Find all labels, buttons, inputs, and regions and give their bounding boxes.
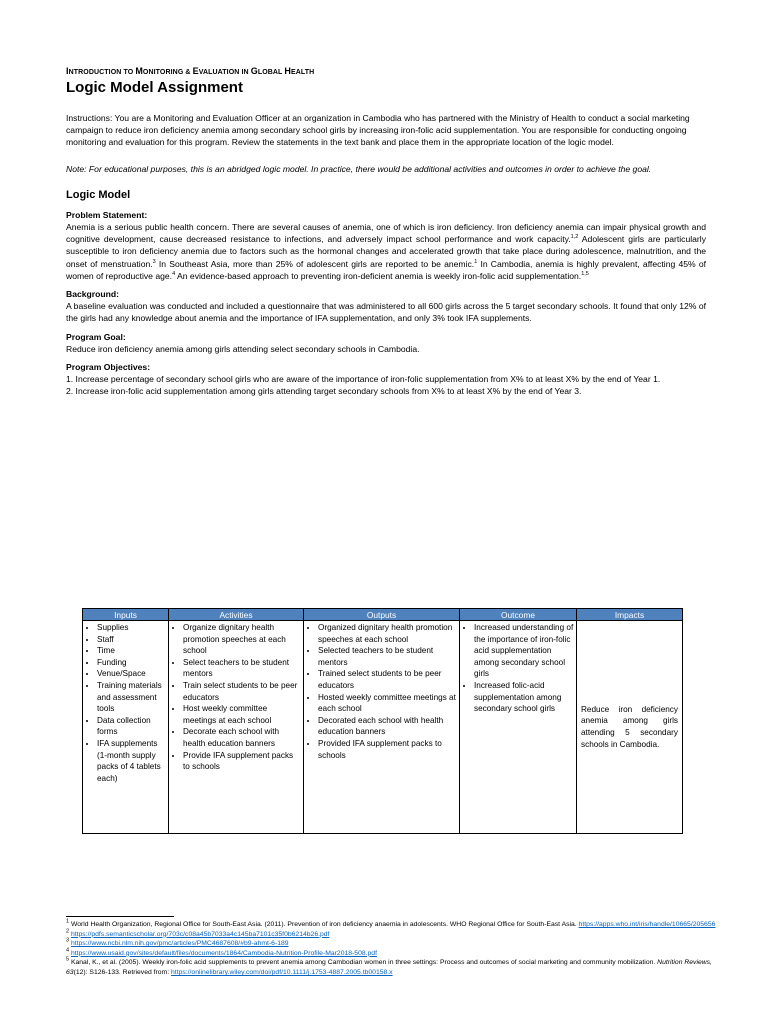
list-item: • Hosted weekly committee meetings at each school (318, 692, 457, 715)
assignment-title: Logic Model Assignment (66, 79, 243, 96)
inputs-cell (83, 621, 169, 834)
instructions: Instructions: You are a Monitoring and Evaluation Officer at an organization in Cambodia who has partnered with the Ministry of Health to conduct a social marketing campaign to reduce iron deficiency anemia among secondary school girls by increasing iron-folic acid supplementation. You are responsible for conducting ongoing monitoring and evaluation for this program. Review the statements in the text bank and place them in the appropriate location of the logic model. (66, 113, 690, 148)
activities-cell (169, 621, 304, 834)
list-item: • Decorated each school with health education banners (318, 715, 457, 738)
impacts-cell: Reduce iron deficiency anemia among girls attending 5 secondary schools in Cambodia. (577, 621, 683, 834)
problem-label: Problem Statement: (66, 209, 148, 220)
list-item: • Training materials and assessment tools (97, 680, 166, 715)
list-item: • Organize dignitary health promotion speeches at each school (183, 622, 301, 657)
footnote-5: $^5$ Kanal, K., et al. (2005). Weekly iron-folic acid supplements to prevent anemia among Cambodian women in three settings: Process and outcomes of social marketing and community mobilization. Nutrition Reviews, 63(12): S126-133. Retrieved from: https://onlinelibrary.wiley.com/doi/pdf/10.1111/j.1753-4887.2005.tb00158.x (66, 957, 712, 976)
footnote-link[interactable]: https://onlinelibrary.wiley.com/doi/pdf/10.1111/j.1753-4887.2005.tb00158.x (171, 968, 393, 976)
list-item: • Provide IFA supplement packs to schools (183, 750, 301, 773)
footnote-link[interactable]: https://apps.who.int/iris/handle/10665/205656 (578, 921, 716, 928)
footnote-4: $^4$ https://www.usaid.gov/sites/default/files/documents/1864/Cambodia-Nutrition-Profile-Mar2018-508.pdf (66, 947, 377, 957)
list-item: • Train select students to be peer educators (183, 680, 301, 703)
background-text: A baseline evaluation was conducted and included a questionnaire that was administered to all 600 girls across the 5 target secondary schools. It found that only 12% of the girls had any knowledge about anemia and the importance of IFA supplementation, and only 3% took IFA supplements. (66, 301, 706, 324)
list-item: • Data collection forms (97, 715, 166, 738)
header-outcome: Outcome (460, 609, 577, 621)
list-item: • Increased folic-acid supplementation among secondary school girls (474, 680, 574, 715)
footnote-divider (66, 916, 174, 917)
objective-2: 2. Increase iron-folic acid supplementation among girls attending target secondary schools from X% to at least X% by the end of Year 3. (66, 386, 582, 397)
list-item: • Provided IFA supplement packs to schools (318, 738, 457, 761)
section-heading: Logic Model (66, 188, 131, 201)
logic-model-table (82, 608, 683, 834)
objective-1: 1. Increase percentage of secondary school girls who are aware of the importance of iron-folic supplementation from X% to at least X% by the end of Year 1. (66, 374, 661, 385)
goal-text: Reduce iron deficiency anemia among girls attending select secondary schools in Cambodia. (66, 343, 420, 354)
problem-statement: Anemia is a serious public health concern. There are several causes of anemia, one of which is iron deficiency. Iron deficiency anemia can impair physical growth and cognitive development, cause decreased resistance to infections, and adversely impact school performance and work capacity.$^{1,2}$ Adolescent girls are particularly susceptible to iron deficiency anemia due to factors such as the hormonal changes and accelerated growth that take place during adolescence, malnutrition, and the onset of menstruation.$^3$ In Southeast Asia, more than 25% of adolescent girls are reported to be anemic.$^1$ In Cambodia, anemia is highly prevalent, affecting 45% of women of reproductive age.$^4$ An evidence-based approach to preventing iron-deficient anemia is weekly iron-folic acid supplementation.$^{1,5}$ (66, 222, 707, 281)
list-item: • Time (97, 645, 166, 657)
list-item: • Funding (97, 657, 166, 669)
goal-label: Program Goal: (66, 331, 126, 342)
note: Note: For educational purposes, this is an abridged logic model. In practice, there would be additional activities and outcomes in order to achieve the goal. (66, 163, 652, 174)
footnote-link[interactable]: https://pdfs.semanticscholar.org/703c/c08a45b7033a4c145ba7101c35f0b6214b26.pdf (70, 930, 330, 938)
list-item: • Decorate each school with health education banners (183, 726, 301, 749)
course-title: INTRODUCTION TO MONITORING & EVALUATION IN GLOBAL HEALTH (66, 66, 315, 76)
header-activities: Activities (169, 609, 304, 621)
list-item: • Trained select students to be peer educators (318, 668, 457, 691)
footnotes (66, 920, 716, 978)
list-item: • Selected teachers to be student mentors (318, 645, 457, 668)
list-item: • Select teachers to be student mentors (183, 657, 301, 680)
list-item: • Supplies (97, 622, 166, 634)
list-item: • Staff (97, 634, 166, 646)
footnote-3: $^3$ https://www.ncbi.nlm.nih.gov/pmc/articles/PMC4687608/#b9-ahmt-6-189 (66, 937, 289, 948)
header-outputs: Outputs (304, 609, 460, 621)
footnote-link[interactable]: https://www.ncbi.nlm.nih.gov/pmc/articles/PMC4687608/#b9-ahmt-6-189 (70, 940, 289, 948)
footnote-link[interactable]: https://www.usaid.gov/sites/default/files/documents/1864/Cambodia-Nutrition-Profile-Mar2018-508.pdf (70, 949, 377, 957)
background-label: Background: (66, 289, 119, 300)
list-item: • IFA supplements (1-month supply packs of 4 tablets each) (97, 738, 166, 784)
footnote-2: $^2$ https://pdfs.semanticscholar.org/703c/c08a45b7033a4c145ba7101c35f0b6214b26.pdf (66, 928, 330, 938)
list-item: • Venue/Space (97, 668, 166, 680)
header-impacts: Impacts (577, 609, 683, 621)
list-item: • Host weekly committee meetings at each school (183, 703, 301, 726)
footnote-1: $^1$ World Health Organization, Regional Office for South-East Asia. (2011). Prevention of iron deficiency anaemia in adolescents. WHO Regional Office for South-East Asia. https://apps.who.int/iris/handle/10665/205656 (66, 918, 716, 928)
table-header-row (83, 609, 683, 621)
objectives-label: Program Objectives: (66, 362, 151, 373)
header-inputs: Inputs (83, 609, 169, 621)
outcome-cell (460, 621, 577, 834)
table-row (83, 621, 683, 834)
outputs-cell (304, 621, 460, 834)
document-page (66, 66, 706, 398)
list-item: • Increased understanding of the importance of iron-folic acid supplementation among secondary school girls (474, 622, 574, 680)
list-item: • Organized dignitary health promotion speeches at each school (318, 622, 457, 645)
